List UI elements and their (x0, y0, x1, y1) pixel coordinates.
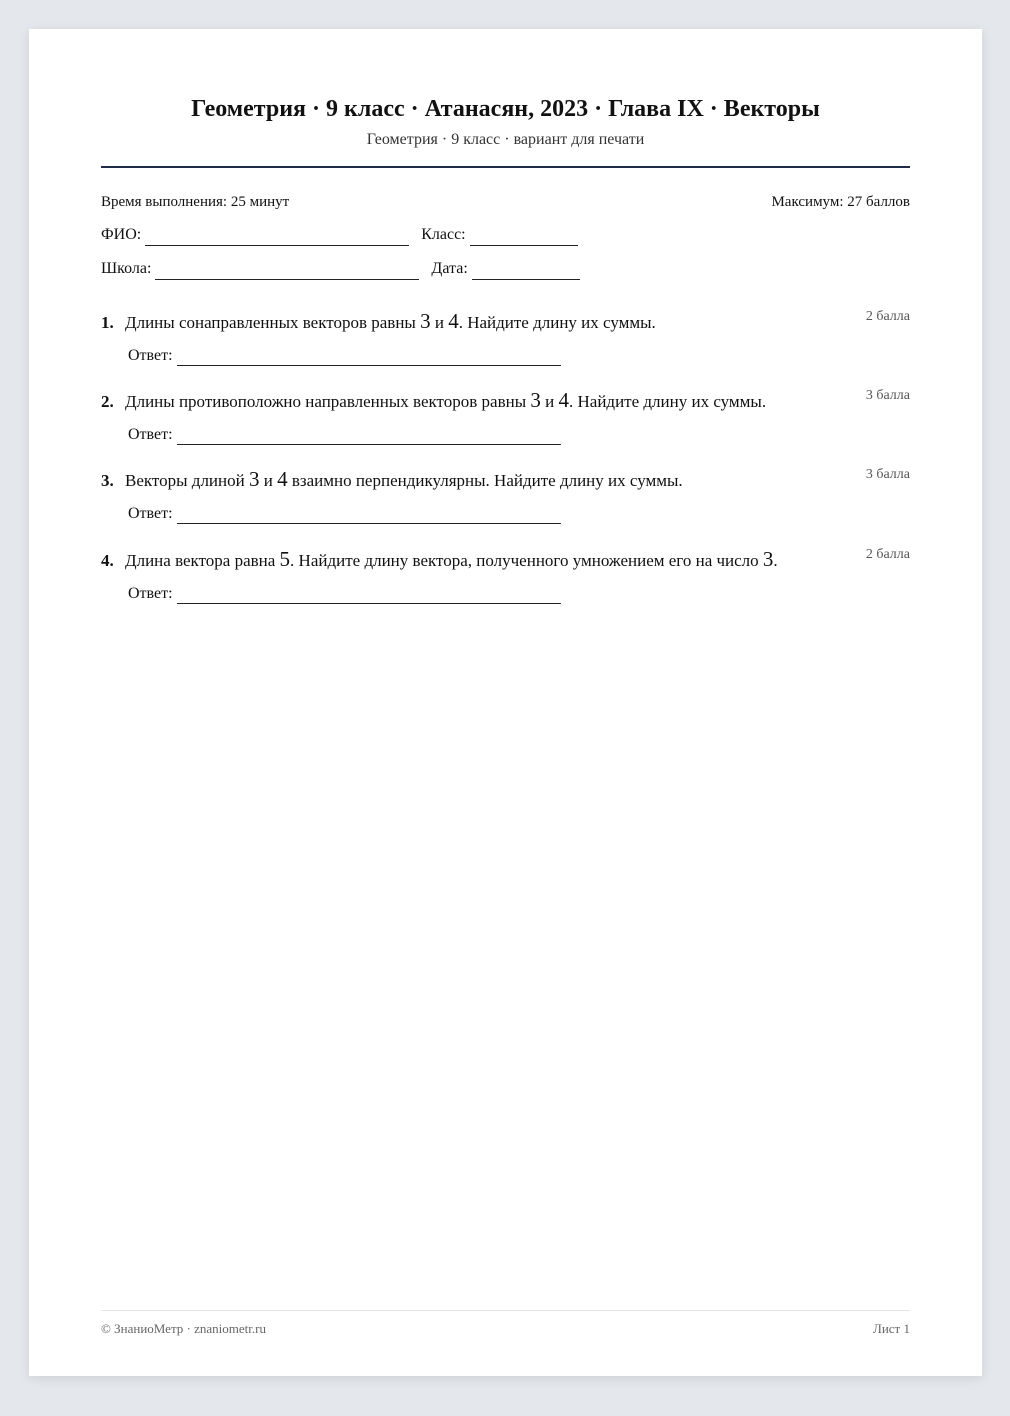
task-1-answer (128, 346, 910, 366)
task-number: 1. (101, 313, 114, 332)
date-blank[interactable] (472, 265, 580, 280)
answer-blank[interactable] (177, 351, 561, 366)
task-value: 3 (530, 388, 541, 412)
school-blank[interactable] (155, 265, 419, 280)
date-label: Дата: (431, 260, 468, 277)
name-label: ФИО: (101, 226, 142, 243)
footer-divider (101, 1310, 910, 1311)
answer-label: Ответ: (128, 347, 173, 364)
page-title: Геометрия · 9 класс · Атанасян, 2023 · Глава IX · Векторы (191, 96, 820, 122)
answer-label: Ответ: (128, 585, 173, 602)
task-value: 4 (277, 467, 288, 491)
task-points: 2 балла (865, 547, 910, 562)
school-label: Школа: (101, 260, 152, 277)
student-fields-row-2 (101, 258, 910, 280)
task-value: 4 (448, 309, 459, 333)
task-2-answer (128, 425, 910, 445)
answer-label: Ответ: (128, 426, 173, 443)
task-points: 3 балла (865, 388, 910, 403)
time-limit: Время выполнения: 25 минут (101, 194, 290, 210)
task-value: 3 (248, 467, 260, 491)
student-fields-row-1 (101, 224, 910, 246)
task-3-answer (128, 504, 910, 524)
task-points: 2 балла (865, 309, 910, 324)
task-3 (101, 466, 910, 524)
answer-blank[interactable] (177, 509, 561, 524)
footer-copyright: © ЗнаниоМетр · znaniometr.ru (101, 1321, 266, 1336)
task-1 (101, 308, 910, 366)
answer-blank[interactable] (177, 589, 561, 604)
task-3-text: 3. Векторы длиной 3 и 4 взаимно перпендикулярны. Найдите длину их суммы. 3 балла (101, 466, 910, 494)
task-2-text: 2. Длины противоположно направленных векторов равны 3 и 4. Найдите длину их суммы. 3 балла (101, 387, 910, 415)
task-2 (101, 387, 910, 445)
task-4-answer (128, 584, 910, 604)
task-number: 3. (101, 471, 114, 490)
worksheet-page (29, 29, 982, 1376)
task-number: 2. (101, 392, 114, 411)
page-subtitle: Геометрия · 9 класс · вариант для печати (366, 131, 645, 148)
meta-row (101, 191, 910, 213)
task-value: 3 (762, 547, 774, 571)
header-divider (101, 166, 910, 168)
answer-blank[interactable] (177, 430, 561, 445)
task-number: 4. (101, 551, 114, 570)
task-points: 3 балла (865, 467, 910, 482)
name-blank[interactable] (145, 231, 409, 246)
task-value: 5 (279, 547, 291, 571)
class-blank[interactable] (470, 231, 578, 246)
class-label: Класс: (421, 226, 466, 243)
footer-page-number: Лист 1 (873, 1321, 910, 1336)
answer-label: Ответ: (128, 505, 173, 522)
task-1-text: 1. Длины сонаправленных векторов равны 3 и 4. Найдите длину их суммы. 2 балла (101, 308, 910, 336)
task-4 (101, 546, 910, 604)
task-value: 3 (420, 309, 431, 333)
page-footer (101, 1321, 910, 1337)
page-content (101, 29, 910, 1376)
task-4-text: 4. Длина вектора равна 5. Найдите длину вектора, полученного умножением его на число 3. 2 балла (101, 546, 910, 574)
max-score: Максимум: 27 баллов (771, 194, 910, 210)
task-value: 4 (558, 388, 569, 412)
